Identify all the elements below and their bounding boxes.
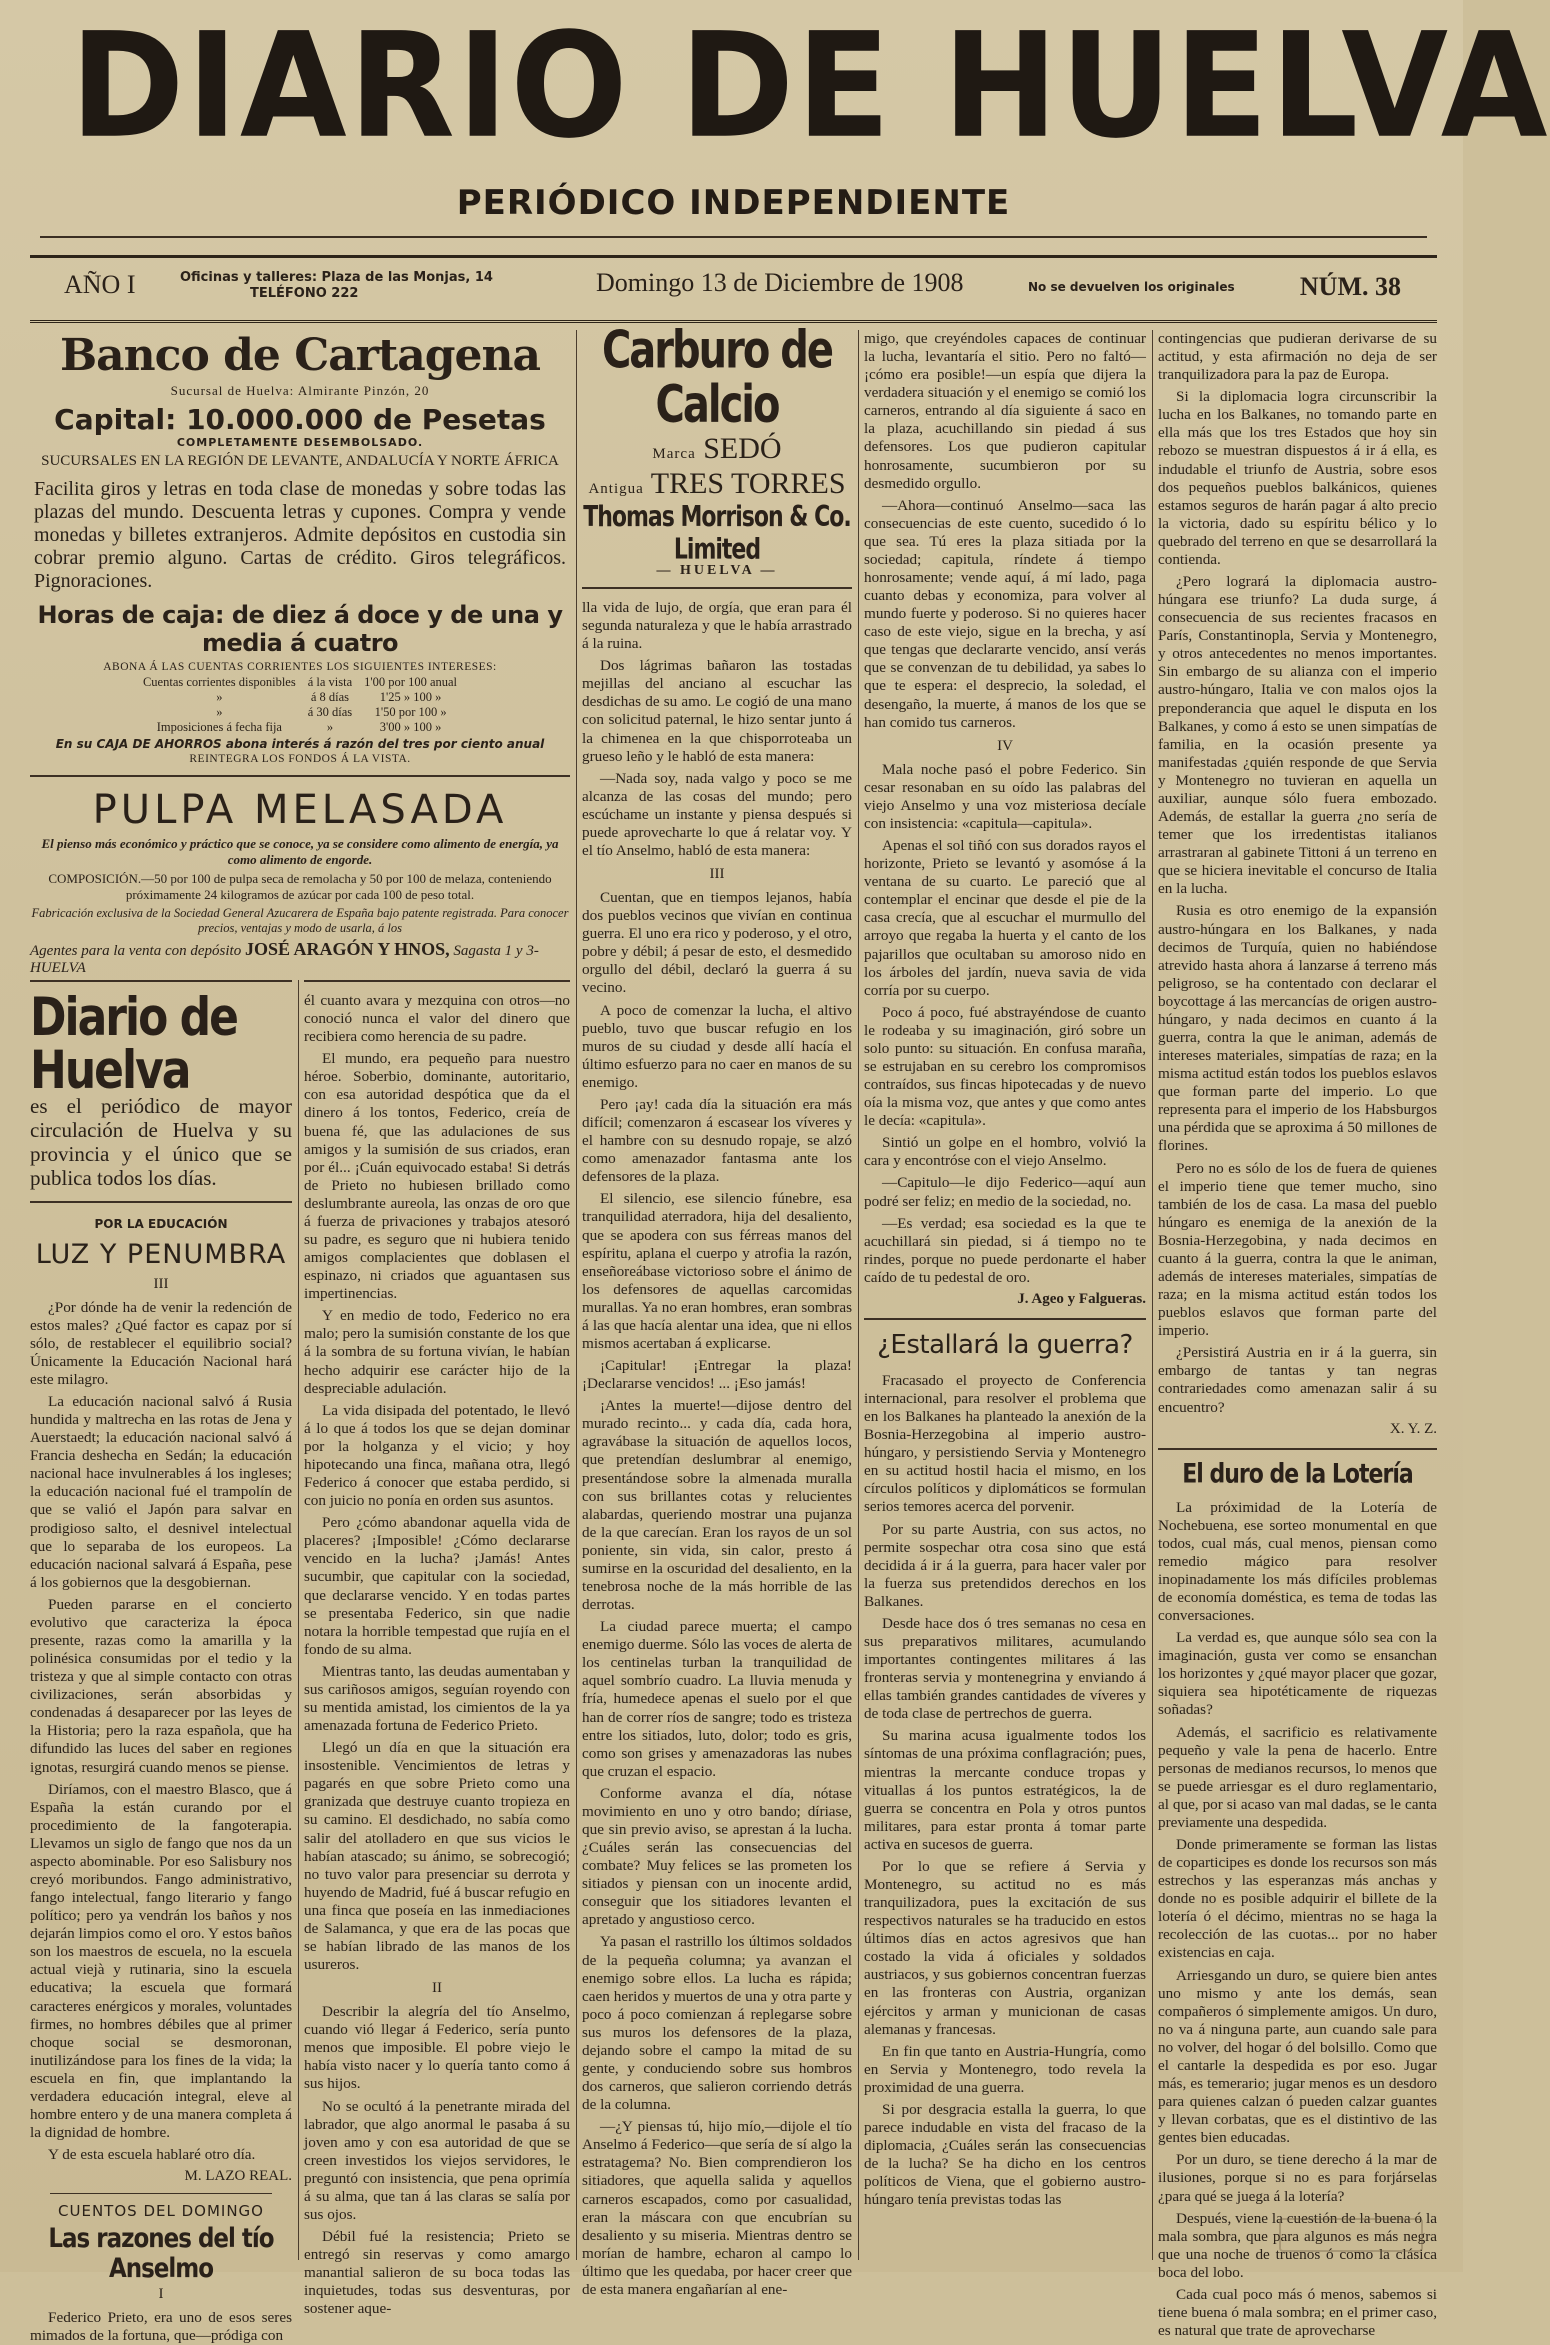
newspaper-title: DIARIO DE HUELVA xyxy=(70,1,1550,171)
rate-row xyxy=(137,705,463,720)
rate-row xyxy=(137,720,463,735)
story-paragraph: Pero ¿cómo abandonar aquella vida de placeres? ¡Imposible! ¿Cómo declararse vencido en la lucha? ¡Jamás! Antes sucumbir, que capitular con la sociedad, que declararse vencido. Y en todas partes se presentaba Federico, sin que nadie notara la horrible tempestad que rujía en el fondo de su alma. xyxy=(304,1514,570,1658)
cuentos-title: Las razones del tío Anselmo xyxy=(48,2224,274,2285)
story-paragraph: La ciudad parece muerta; el campo enemigo duerme. Sólo las voces de alerta de los centinelas turban la tranquilidad de aquel sombrío cuadro. La lluvia menuda y fría, humedece apenas el suelo por el que han de correr ríos de sangre; todo es tristeza entre los sitiados, luto, dolor; todo es gris, como son grises y amenazadoras las nubes que cruzan el espacio. xyxy=(582,1618,852,1780)
rate-term: á 8 días xyxy=(310,690,350,704)
banco-sucursal: Sucursal de Huelva: Almirante Pinzón, 20 xyxy=(170,383,430,398)
guerra-paragraph: Por lo que se refiere á Servia y Montenegro, su actitud no es más tranquilizadora, pues la excitación de sus respectivos naturales se ha traducido en estos últimos días en actos agresivos que han costado la vida á oficiales y soldados austriacos, y sus gobiernos concentran fuerzas en las fronteras con Austria, organizan ejércitos y arman y municionan de casas alemanas y francesas. xyxy=(864,1857,1146,2038)
carburo-city: — HUELVA — xyxy=(656,563,778,578)
story-paragraph: Poco á poco, fué abstrayéndose de cuanto le rodeaba y su imaginación, giró sobre un solo punto: su situación. En confusa maraña, se estrujaban en su cerebro los compromisos contraídos, sus fincas hipotecadas y de nuevo oía la misma voz, que antes y que como antes le decía: «capitula». xyxy=(864,1003,1146,1130)
carburo-marca xyxy=(582,432,852,467)
banco-desembolsado: COMPLETAMENTE DESEMBOLSADO. xyxy=(176,436,424,449)
pulpa-agents-label: Agentes para la venta con depósito xyxy=(30,943,242,959)
diario-ad-name: Diario de Huelva xyxy=(30,987,237,1102)
carburo-antigua-label: Antigua xyxy=(588,480,644,497)
masthead xyxy=(30,0,1550,258)
banco-abona: ABONA Á LAS CUENTAS CORRIENTES LOS SIGUIENTES INTERESES: xyxy=(103,661,497,673)
rate-concept: » xyxy=(216,705,223,719)
story-paragraph: él cuanto avara y mezquina con otros—no conoció nunca el valor del dinero que recibiera como herencia de su padre. xyxy=(304,992,570,1046)
story-signature: J. Ageo y Falgueras. xyxy=(1017,1290,1146,1307)
luz-signature: M. LAZO REAL. xyxy=(184,2168,292,2185)
rate-value: 3'00 » 100 » xyxy=(379,720,442,734)
story-paragraph: No se ocultó á la penetrante mirada del labrador, que algo anormal le pasaba á su joven amo y con esa autoridad de que se creen investidos los viejos servidores, le preguntó con insistencia, que pena oprimía á su alma, que tan á las claras se salía por sus ojos. xyxy=(304,2097,570,2223)
cuentos-part: I xyxy=(158,2286,164,2303)
offices-line: Oficinas y talleres: Plaza de las Monjas, 14 xyxy=(180,270,493,285)
story-paragraph: Mala noche pasó el pobre Federico. Sin cesar resonaban en su oído las palabras del viejo Anselmo y una voz misteriosa decíale con insistencia: «capitula—capitula». xyxy=(864,760,1146,832)
luz-title: LUZ Y PENUMBRA xyxy=(35,1238,287,1270)
duro-paragraph: Por un duro, se tiene derecho á la mar de ilusiones, porque si no es para forjárselas ¿para qué se juega á la lotería? xyxy=(1158,2151,1437,2205)
rate-value: 1'25 » 100 » xyxy=(379,690,442,704)
luz-paragraph: Diríamos, con el maestro Blasco, que á España la están curando por el procedimiento de la fangoterapia. Llevamos un siglo de fango que nos da un aspecto abominable. Por eso Salisbury nos creyó moribundos. Fango administrativo, fango intelectual, fango literario y fango político; pero ya vendrán los baños y nos dejarán limpios como el oro. Y estos baños son los maestros de escuela, no la escuela actual viejà y rutinaria, sino la escuela educativa; la escuela que formará caracteres enérgicos y morales, voluntades firmes, no hombres débiles que al primer choque social se desmoronan, inutilizándose para los fines de la vida; la escuela en fin, que implantando la verdadera educación integral, eleve al hombre entero y de una manera completa á la dignidad de hombre. xyxy=(30,1780,292,2142)
luz-section-tag: POR LA EDUCACIÓN xyxy=(94,1216,228,1231)
story-paragraph: —¿Y piensas tú, hijo mío,—dijole el tío Anselmo á Federico—que sería de sí algo la estratagema? No. Bien comprendieron los sitiadores, que aquella salida y aquellos carneros escapados, como por casualidad, eran la máscara con que encubrían su desaliento y su miseria. Mientras dentro se morían de hambre, echaron al campo lo último que les quedaba, por hacer creer que de esta manera engañarían al ene- xyxy=(582,2118,852,2298)
guerra-paragraph: ¿Pero logrará la diplomacia austro-húngara ese triunfo? La duda surge, á consecuencia de sus recientes fracasos en París, Constantinopla, Servia y Montenegro, y otros antecedentes no menos importantes. Sin embargo de su alianza con el imperio austro-húngaro, Italia ve con malos ojos la preponderancia que aquel le disputa en los Balkanes, y como á esto se unen simpatías de familia, en la ocasión presente ya manifestadas ¿quién responde de que Servia y Montenegro no tuvieran en aquella un auxiliar, aunque sólo fuera embozado. Además, de estallar la guerra ¿no sería de temer que los irredentistas italianos arrastraran al gabinete Tittoni á un terreno en que se hiciera inevitable el concurso de Italia en la lucha. xyxy=(1158,573,1437,898)
story-paragraph: Llegó un día en que la situación era insostenible. Vencimientos de letras y pagarés en que sobre Prieto como una granizada que destruye cuanto tropieza en su camino. El desdichado, no sabía como salir del atolladero en que sus vicios le habían atascado; su ánimo, se sobrecogió; no tuvo valor para presenciar su derrota y huyendo de Madrid, fué á buscar refugio en una finca que poseía en las inmediaciones de Salamanca, y que era de las pocas que se habían librado de las manos de los usureros. xyxy=(304,1739,570,1974)
carburo-marca-label: Marca xyxy=(652,446,696,462)
rate-term: á la vista xyxy=(307,675,353,689)
banco-horas: Horas de caja: de diez á doce y de una y media á cuatro xyxy=(37,601,563,657)
banco-sucursales: SUCURSALES EN LA REGIÓN DE LEVANTE, ANDALUCÍA Y NORTE ÁFRICA xyxy=(41,453,559,469)
guerra-paragraph: Pero no es sólo de los de fuera de quienes el imperio tiene que temer mucho, sino también de los de casa. La masa del pueblo húngaro es enemiga de la anexión de la Bosnia-Herzegobina, y nada decimos en cuanto á la guerra, contra la que le animan, además de intereses materiales, simpatías de raza; en la misma actitud están todos los pueblos eslavos que forman parte del imperio. xyxy=(1158,1159,1437,1340)
columns xyxy=(30,320,1437,2345)
guerra-paragraph: Desde hace dos ó tres semanas no cesa en sus preparativos militares, acumulando importantes contingentes militares á las fronteras servia y montenegrina y enviando á ellas también grandes cantidades de víveres y de toda clase de pertrechos de guerra. xyxy=(864,1614,1146,1723)
story-paragraph: Pero ¡ay! cada día la situación era más difícil; comenzaron á escasear los víveres y el hambre con su desnudo ropaje, se alzó como amenazador fantasma ante los defensores de la plaza. xyxy=(582,1095,852,1186)
guerra-paragraph: Rusia es otro enemigo de la expansión austro-húngara en los Balkanes, y nada decimos de Turquía, quien no habiéndose atrevido hasta ahora á lanzarse á terreno más peligroso, se ha contentado con declarar el boycottage á las mercancías de origen austro-húngaro, y nada decimos en cuanto á la guerra, contra la que le animan, además de intereses materiales, simpatías de raza; en la misma actitud están todos los pueblos eslavos que forman parte del imperio. Lo que representa para el imperio de los Habsburgos una pérdida que se aproxima á 50 millones de florines. xyxy=(1158,902,1437,1155)
story-paragraph: —Capitulo—le dijo Federico—aquí aun podré ser feliz; en medio de la sociedad, no. xyxy=(864,1174,1146,1210)
story-part: IV xyxy=(997,737,1013,754)
masthead-rule xyxy=(40,236,1427,238)
divider xyxy=(30,980,292,982)
duro-paragraph: Cada cual poco más ó menos, sabemos si tiene buena ó mala sombra; en el primer caso, es natural que trate de aprovecharse xyxy=(1158,2285,1437,2340)
rate-concept: Imposiciones á fecha fija xyxy=(156,720,282,734)
story-paragraph: A poco de comenzar la lucha, el altivo pueblo, tuvo que buscar refugio en los muros de su ciudad y desde allí hacía el último esfuerzo para no caer en manos de su enemigo. xyxy=(582,1001,852,1091)
divider xyxy=(864,1318,1146,1320)
divider xyxy=(304,980,570,982)
duro-paragraph: La verdad es, que aunque sólo sea con la imaginación, gusta ver como se ensanchan los horizontes y ¿qué mayor placer que gozar, siquiera sea hipotéticamente de riquezas soñadas? xyxy=(1158,1629,1437,1719)
column-1 xyxy=(30,980,292,2345)
telephone-line: TELÉFONO 222 xyxy=(250,286,359,302)
story-paragraph: —Es verdad; esa sociedad es la que te acuchillará sin piedad, si á tiempo no te rindes, porque no puede perdonarte el haber caído de tu pedestal de oro. xyxy=(864,1214,1146,1286)
cuentos-tag: CUENTOS DEL DOMINGO xyxy=(58,2202,264,2221)
story-paragraph: lla vida de lujo, de orgía, que eran para él segunda naturaleza y que le había arrastrado á la ruina. xyxy=(582,599,852,653)
story-paragraph: —Nada soy, nada valgo y poco se me alcanza de las cosas del mundo; pero escúchame un instante y piensa después si puede aprovecharte lo que á relatar voy. Y el tío Anselmo, habló de esta manera: xyxy=(582,769,852,860)
carburo-marca-value: SEDÓ xyxy=(703,432,782,465)
offices-address xyxy=(180,270,493,303)
guerra-paragraph: Su marina acusa igualmente todos los síntomas de una próxima conflagración; pues, mientras la mercante conduce tropas y vituallas á los puntos estratégicos, la de guerra se concentra en Pola y otros puntos militares, para estar pronta á tomar parte activa en sucesos de guerra. xyxy=(864,1727,1146,1853)
duro-paragraph: Además, el sacrificio es relativamente pequeño y vale la pena de hacerlo. Entre personas de medianos recursos, lo menos que se puede arriesgar es el duro reglamentario, al que, por si acaso van mal dadas, se le canta previamente una despedida. xyxy=(1158,1723,1437,1831)
story-paragraph: El mundo, era pequeño para nuestro héroe. Soberbio, dominante, autoritario, con esa autoridad despótica que da el dinero á los tontos, Federico, creía de buena fé, que las adulaciones de sus amigos y la sumisión de sus criados, eran por él... ¡Cuán equivocado estaba! Si detrás de Prieto no hubiesen brillado como deslumbrante aureola, las onzas de oro que á fuerza de privaciones y trabajos atesoró su padre, es seguro que ni hubiera tenido amigos complacientes que doblasen el espinazo, ni criados que aguantasen sus impertinencias. xyxy=(304,1050,570,1303)
guerra-paragraph: Si la diplomacia logra circunscribir la lucha en los Balkanes, no tomando parte en ella más que los tres Estados que hoy sin rebozo se muestran dispuestos á ir á ella, es indudable el triunfo de Austria, sobre esos dos pequeños pueblos balkánicos, quienes estamos seguros de harán pagar á alto precio la victoria, dado su espíritu bélico y lo quebrado del terreno en que se desarrollará la contienda. xyxy=(1158,388,1437,568)
duro-paragraph: La próximidad de la Lotería de Nochebuena, ese sorteo monumental en que todos, cual más, cual menos, piensan como remedio mágico para resolver inopinadamente los más difíciles problemas de economía doméstica, es tema de todas las conversaciones. xyxy=(1158,1498,1437,1625)
rate-term: á 30 días xyxy=(307,705,353,719)
rate-row xyxy=(137,675,463,690)
guerra-paragraph: Fracasado el proyecto de Conferencia internacional, para resolver el problema que en los Balkanes ha planteado la anexión de la Bosnia-Herzegobina al imperio austro-húngaro, y persistiendo Servia y Montenegro en su actitud hostil hacia el mismo, en los círculos políticos y diplomáticos se formulan serios temores acerca del porvenir. xyxy=(864,1371,1146,1516)
pulpa-p2: COMPOSICIÓN.—50 por 100 de pulpa seca de remolacha y 50 por 100 de melaza, conteniendo próximamente 24 kilogramos de azúcar por cada 100 de peso total. xyxy=(48,871,552,902)
guerra-paragraph: Por su parte Austria, con sus actos, no permite sospechar otra cosa sino que está decidida á ir á la guerra, para hacer valer por la fuerza sus pretendidos derechos en los Balkanes. xyxy=(864,1520,1146,1610)
ads-column xyxy=(30,330,570,980)
duro-title: El duro de la Lotería xyxy=(1182,1459,1413,1490)
story-paragraph: Dos lágrimas bañaron las tostadas mejillas del anciano al escuchar las desdichas de su amo. Le cogió de una mano con solicitud paternal, le hizo sentar junto á la chimenea en la que chisporroteaba un grueso leño y le habló de esta manera: xyxy=(582,657,852,765)
pulpa-agents-name: JOSÉ ARAGÓN Y HNOS, xyxy=(244,939,450,959)
pulpa-ad xyxy=(30,787,570,977)
banco-ad xyxy=(30,330,570,765)
banco-description: Facilita giros y letras en toda clase de monedas y sobre todas las plazas del mundo. Descuenta letras y cupones. Compra y vende monedas y billetes extranjeros. Admite depósitos en custodia sin cobrar premio alguno. Cartas de crédito. Giros telegráficos. Pignoraciones. xyxy=(34,478,566,592)
duro-paragraph: Arriesgando un duro, se quiere bien antes uno mismo y ante los demás, sean compañeros ó simplemente amigos. Un duro, no va á ninguna parte, aun cuando sale para no volver, del hogar ó del bolsillo. Como que el cantarle la despedida es por eso. Jugar más, es temerario; jugar menos es un desdoro para quienes calzan ó pueden calzar guantes y llevan corbatas, que es el distintivo de las gentes bien educadas. xyxy=(1158,1966,1437,2147)
divider xyxy=(30,1201,292,1203)
column-3 xyxy=(582,320,852,2298)
column-rule xyxy=(298,980,299,2260)
divider xyxy=(30,775,570,777)
info-bar xyxy=(30,258,1437,323)
cuentos-paragraph: Federico Prieto, era uno de esos seres mimados de la fortuna, que—pródiga con xyxy=(30,2309,292,2345)
story-paragraph: Mientras tanto, las deudas aumentaban y sus cariñosos amigos, seguían royendo con su mentida amistad, los cimientos de la ya amenazada fortuna de Federico Prieto. xyxy=(304,1662,570,1735)
story-paragraph: Ya pasan el rastrillo los últimos soldados de la pequeña columna; ya avanzan el enemigo sobre ellos. La lucha es rápida; caen heridos y muertos de una y otra parte y poco á poco comienzan á replegarse sobre sus muros los defensores de la plaza, dejando sobre el campo la mitad de su gente, y conduciendo sobre sus hombros dos carneros, que salieron corriendo detrás de la columna. xyxy=(582,1933,852,2114)
rate-concept: » xyxy=(216,690,223,704)
carburo-antigua xyxy=(582,467,852,502)
story-paragraph: Conforme avanza el día, nótase movimiento en uno y otro bando; díriase, que sin previo aviso, se aprestan á la lucha. ¿Cuáles serán las consecuencias del combate? Muy felices se las prometen los sitiados y piensan con un inocente ardid, conseguir que los sitiadores levanten el apretado y angustioso cerco. xyxy=(582,1784,852,1929)
guerra-title: ¿Estallará la guerra? xyxy=(877,1329,1133,1360)
guerra-paragraph: contingencias que pudieran derivarse de su actitud, y esta afirmación no deja de ser tranquilizadora para la paz de Europa. xyxy=(1158,330,1437,384)
story-paragraph: ¡Antes la muerte!—dijose dentro del murado recinto... y cada día, cada hora, agravábase la situación de aquellos locos, que pretendían deslumbrar al enemigo, presentándose sobre la almenada muralla con sus brillantes cotas y relucientes alabardas, queriendo mostrar una pujanza de la que carecían. Eran los rayos de un sol poniente, sin vida, sin calor, presto á sumirse en la oscuridad del desaliento, en la tenebrosa noche de la más horrible de las derrotas. xyxy=(582,1397,852,1614)
rate-value: 1'50 por 100 » xyxy=(374,705,447,719)
no-return-notice: No se devuelven los originales xyxy=(1028,280,1235,294)
banco-name: Banco de Cartagena xyxy=(59,330,541,381)
interest-rates-table xyxy=(137,675,463,735)
story-part: III xyxy=(709,866,725,883)
rate-row xyxy=(137,690,463,705)
column-5 xyxy=(1158,330,1437,2340)
duro-paragraph: Después, viene la cuestión de la buena ó la mala sombra, que para algunos es más negra que una noche de truenos ó como la clásica boca del lobo. xyxy=(1158,2209,1437,2281)
issue-date: Domingo 13 de Diciembre de 1908 xyxy=(596,268,964,297)
story-paragraph: Sintió un golpe en el hombro, volvió la cara y encontróse con el viejo Anselmo. xyxy=(864,1134,1146,1170)
luz-paragraph: Pueden pararse en el concierto evolutivo que caracteriza la época presente, razas como la amarilla y la polinésica consumidas por el tedio y la tristeza y que al simple contacto con otras civilizaciones, serán absorbidas y condenadas á desaparecer por las leyes de la Historia; pero la raza española, que ha difundido las luces del saber en regiones ignotas, resurgirá cuando menos se piense. xyxy=(30,1595,292,1776)
divider xyxy=(50,2193,272,2194)
pulpa-agents-address: Sagasta 1 y 3-HUELVA xyxy=(30,943,539,976)
story-paragraph: Y en medio de todo, Federico no era malo; pero la sumisión constante de los que á la sombra de su fortuna vivían, le habían hecho adquirir ese carácter hijo de la despreciable adulación. xyxy=(304,1307,570,1397)
pulpa-name: PULPA MELASADA xyxy=(92,787,508,833)
story-paragraph: Describir la alegría del tío Anselmo, cuando vió llegar á Federico, sería punto menos que imposible. El pobre viejo le había visto nacer y lo quería tanto como á sus hijos. xyxy=(304,2003,570,2093)
banco-capital: Capital: 10.000.000 de Pesetas xyxy=(54,403,546,436)
issue-number: NÚM. 38 xyxy=(1299,272,1401,301)
column-rule xyxy=(858,330,859,2260)
duro-paragraph: Donde primeramente se forman las listas de coparticipes es donde los recursos son más estrechos y las esperanzas más anchas y donde no es posible adquirir el billete de la lotería ó el décimo, mientras no se haga la recolección de las cuotas... por no haber existencias en caja. xyxy=(1158,1836,1437,1962)
banco-reintegra: REINTEGRA LOS FONDOS Á LA VISTA. xyxy=(189,753,411,765)
column-4 xyxy=(864,330,1146,2260)
carburo-ad xyxy=(582,320,852,589)
column-rule xyxy=(576,330,577,2260)
year-label: AÑO I xyxy=(64,270,136,299)
diario-ad-desc: es el periódico de mayor circulación de Huelva y su provincia y el único que se publica todos los días. xyxy=(30,1094,292,1191)
carburo-antigua-value: TRES TORRES xyxy=(650,466,846,500)
guerra-paragraph: ¿Persistirá Austria en ir á la guerra, sin embargo de tantas y tan negras contrariedades como amenazan salir á su encuentro? xyxy=(1158,1344,1437,1416)
carburo-company: Thomas Morrison & Co. Limited xyxy=(583,501,851,567)
story-paragraph: ¡Capitular! ¡Entregar la plaza! ¡Declararse vencidos! ... ¡Eso jamás! xyxy=(582,1357,852,1393)
story-paragraph: —Ahora—continuó Anselmo—saca las consecuencias de este cuento, sucedido ó lo que sea. Tú eres la plaza sitiada por la sociedad; capitula, ríndete á tiempo honrosamente; vende aquí, á mí lado, paga cuanto debas y economiza, para volver al mundo fuerte y poderoso. Si no quieres hacer caso de este viejo, sigue en la brecha, y así que tengas que declararte vencido, ansí verás que se convenzan de tu debilidad, ya sabes lo que te espera: el desprecio, la soledad, el desengaño, la muerte, á manos de los que se han comido tus carneros. xyxy=(864,496,1146,731)
pulpa-p1: El pienso más económico y práctico que se conoce, ya se considere como alimento de energía, ya como alimento de engorde. xyxy=(41,836,559,867)
story-paragraph: Débil fué la resistencia; Prieto se entregó sin reservas y como amargo manantial salieron de su boca todas las inquietudes, todas sus desventuras, por sostener aque- xyxy=(304,2228,570,2318)
luz-paragraph: Y de esta escuela hablaré otro día. xyxy=(48,2146,256,2164)
rate-term: » xyxy=(326,720,334,734)
guerra-paragraph: Si por desgracia estalla la guerra, lo que parece indudable en vista del fracaso de la diplomacia, ¿Cuáles serán las consecuencias de la lucha? Se ha dicho en los centros políticos de Viena, que el gobierno austro-húngaro tenía previstas todas las xyxy=(864,2100,1146,2209)
carburo-name: Carburo de Calcio xyxy=(601,320,833,436)
banco-caja-ahorros: En su CAJA DE AHORROS abona interés á razón del tres por ciento anual xyxy=(55,737,545,751)
guerra-paragraph: En fin que tanto en Austria-Hungría, como en Servia y Montenegro, todo revela la proximidad de una guerra. xyxy=(864,2042,1146,2096)
rate-concept: Cuentas corrientes disponibles xyxy=(142,675,296,689)
luz-paragraph: ¿Por dónde ha de venir la redención de estos males? ¿Qué factor es capaz por sí sólo, de restablecer el equilibrio social? Únicamente la Educación Nacional hará este milagro. xyxy=(30,1298,292,1388)
luz-part: III xyxy=(153,1275,169,1292)
rate-value: 1'00 por 100 anual xyxy=(364,675,458,689)
divider xyxy=(1158,1448,1437,1450)
story-paragraph: migo, que creyéndoles capaces de continuar la lucha, levantaría el sitio. Pero no faltó—¡cómo era posible!—un espía que dijera la verdadera situación y el enemigo se comió los carneros, entrando al día siguiente á saco en la plaza, acuchillando sin piedad á sus defensores. Los que pudieron capitular honrosamente, sucumbieron por su desmedido orgullo. xyxy=(864,330,1146,492)
story-paragraph: Apenas el sol tiñó con sus dorados rayos el horizonte, Prieto se levantó y asomóse á la ventana de su cuarto. Le pareció que al contemplar el encinar que desde el pie de la casa crecía, que al escuchar el murmullo del arroyo que regaba la huerta y el canto de los pajarillos que ocultaban su amoroso nido en los árboles del jardín, nueva savia de vida corría por su cuerpo. xyxy=(864,837,1146,999)
column-rule xyxy=(1152,330,1153,2260)
library-stamp xyxy=(1279,2218,1423,2252)
column-2 xyxy=(304,980,570,2318)
story-part: II xyxy=(432,1980,442,1997)
luz-paragraph: La educación nacional salvó á Rusia hundida y maltrecha en las rotas de Jena y Auerstaedt; la educación nacional salvó á Francia deshecha en Sedán; la educación nacional hace invulnerables á los ingleses; la educación nacional fué el trampolín de que se valió el Japón para salvar en prodigioso salto, el desnivel intelectual que lo separaba de los europeos. La educación nacional salvará á España, pese á los gobiernos que la desgobiernan. xyxy=(30,1392,292,1591)
story-paragraph: Cuentan, que en tiempos lejanos, había dos pueblos vecinos que vivían en continua guerra. El uno era rico y poderoso, y el otro, pobre y débil; á pesar de esto, el desmedido orgullo del débil, declaró la guerra á su vecino. xyxy=(582,889,852,997)
story-paragraph: La vida disipada del potentado, le llevó á lo que á todos los que se dejan dominar por la holganza y el vicio; y hoy hipotecando una finca, mañana otra, llegó Federico á conocer que estaba perdido, si con juicio no ponía en orden sus asuntos. xyxy=(304,1401,570,1510)
guerra-signature: X. Y. Z. xyxy=(1389,1420,1437,1437)
pulpa-p3: Fabricación exclusiva de la Sociedad General Azucarera de España bajo patente registrada. Para conocer precios, ventajas y modo de usarla, á los xyxy=(31,906,569,935)
newspaper-subtitle: PERIÓDICO INDEPENDIENTE xyxy=(456,183,1011,223)
pulpa-agents xyxy=(30,939,570,977)
story-paragraph: El silencio, ese silencio fúnebre, esa tranquilidad aterradora, hija del desaliento, que se apodera con sus férreas manos del espíritu, aplana el cuerpo y atrofia la razón, enseñoreábase victorioso sobre el ánimo de los defensores de aquellas carcomidas murallas. Ya no eran hombres, eran sombras á las que hacía alentar una idea, que ni ellos mismos acertaban á explicarse. xyxy=(582,1190,852,1352)
